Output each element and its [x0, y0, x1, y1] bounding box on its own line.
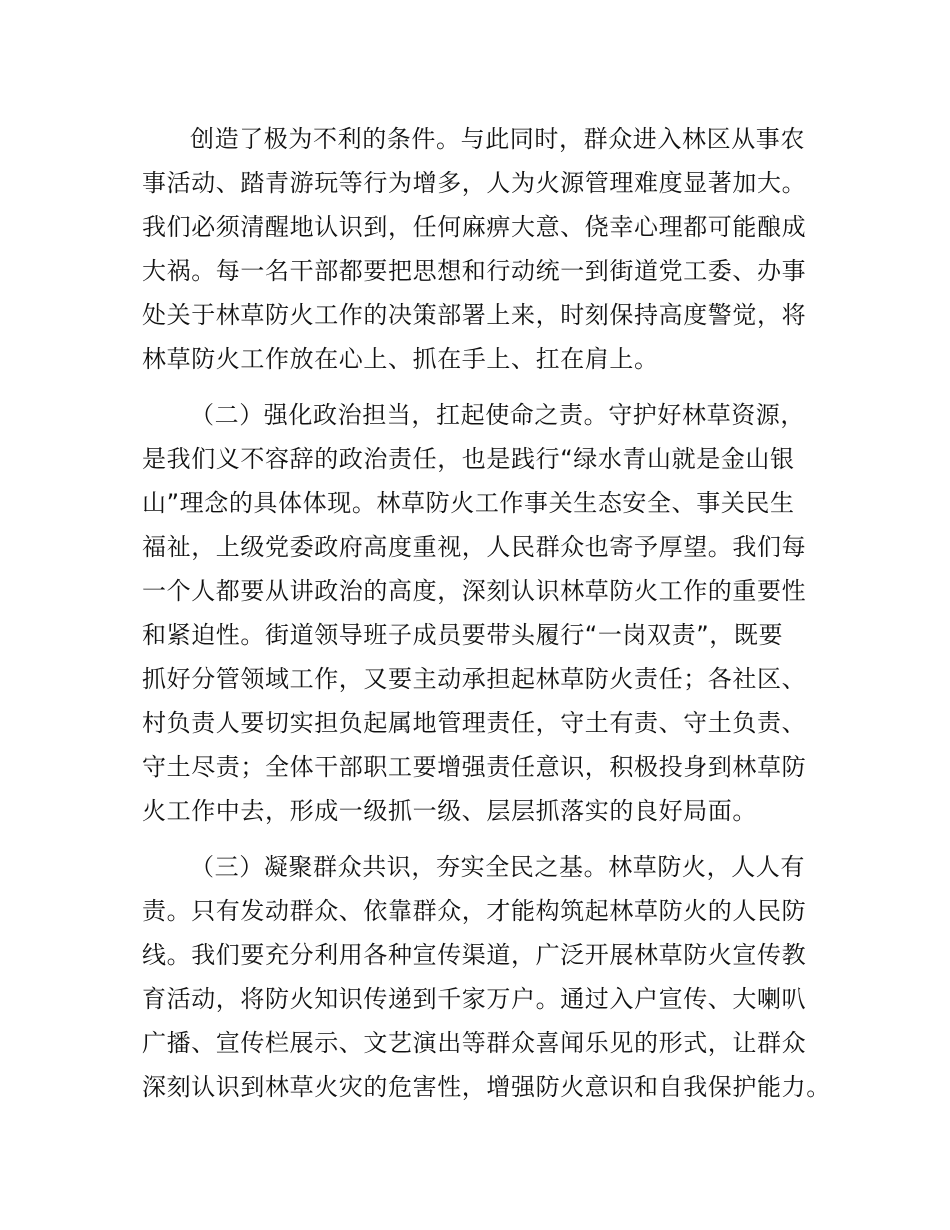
- text-line: 处关于林草防火工作的决策部署上来，时刻保持高度警觉，将: [142, 301, 807, 329]
- paragraph-continuation: [142, 117, 826, 381]
- text-line: 一个人都要从讲政治的高度，深刻认识林草防火工作的重要性: [142, 577, 807, 605]
- text-line: 是我们义不容辞的政治责任，也是践行“绿水青山就是金山银: [142, 445, 795, 473]
- text-line: 责。只有发动群众、依靠群众，才能构筑起林草防火的人民防: [142, 897, 807, 925]
- text-line: 林草防火工作放在心上、抓在手上、扛在肩上。: [142, 345, 659, 373]
- text-line: 广播、宣传栏展示、文艺演出等群众喜闻乐见的形式，让群众: [142, 1029, 807, 1057]
- document-body: [142, 117, 831, 1109]
- text-line: 深刻认识到林草火灾的危害性，增强防火意识和自我保护能力。: [142, 1073, 831, 1101]
- text-line: 我们必须清醒地认识到，任何麻痹大意、侥幸心理都可能酿成: [142, 213, 807, 241]
- text-line: 山”理念的具体体现。林草防火工作事关生态安全、事关民生: [142, 489, 795, 517]
- text-line: 育活动，将防火知识传递到千家万户。通过入户宣传、大喇叭: [142, 985, 807, 1013]
- text-line: （二）强化政治担当，扛起使命之责。守护好林草资源，: [190, 401, 805, 429]
- text-line: 抓好分管领域工作，又要主动承担起林草防火责任；各社区、: [142, 665, 807, 693]
- text-line: 村负责人要切实担负起属地管理责任，守土有责、守土负责、: [142, 709, 807, 737]
- paragraph-section-3: [142, 845, 831, 1109]
- text-line: 福祉，上级党委政府高度重视，人民群众也寄予厚望。我们每: [142, 533, 807, 561]
- text-line: 线。我们要充分利用各种宣传渠道，广泛开展林草防火宣传教: [142, 941, 807, 969]
- text-line: 火工作中去，形成一级抓一级、层层抓落实的良好局面。: [142, 797, 757, 825]
- text-line: 大祸。每一名干部都要把思想和行动统一到街道党工委、办事: [142, 257, 807, 285]
- text-line: 创造了极为不利的条件。与此同时，群众进入林区从事农: [190, 125, 805, 153]
- text-line: 和紧迫性。街道领导班子成员要带头履行“一岗双责”，既要: [142, 621, 784, 649]
- text-line: 守土尽责；全体干部职工要增强责任意识，积极投身到林草防: [142, 753, 807, 781]
- text-line: （三）凝聚群众共识，夯实全民之基。林草防火，人人有: [190, 853, 805, 881]
- text-line: 事活动、踏青游玩等行为增多，人为火源管理难度显著加大。: [142, 169, 807, 197]
- paragraph-section-2: [142, 393, 826, 833]
